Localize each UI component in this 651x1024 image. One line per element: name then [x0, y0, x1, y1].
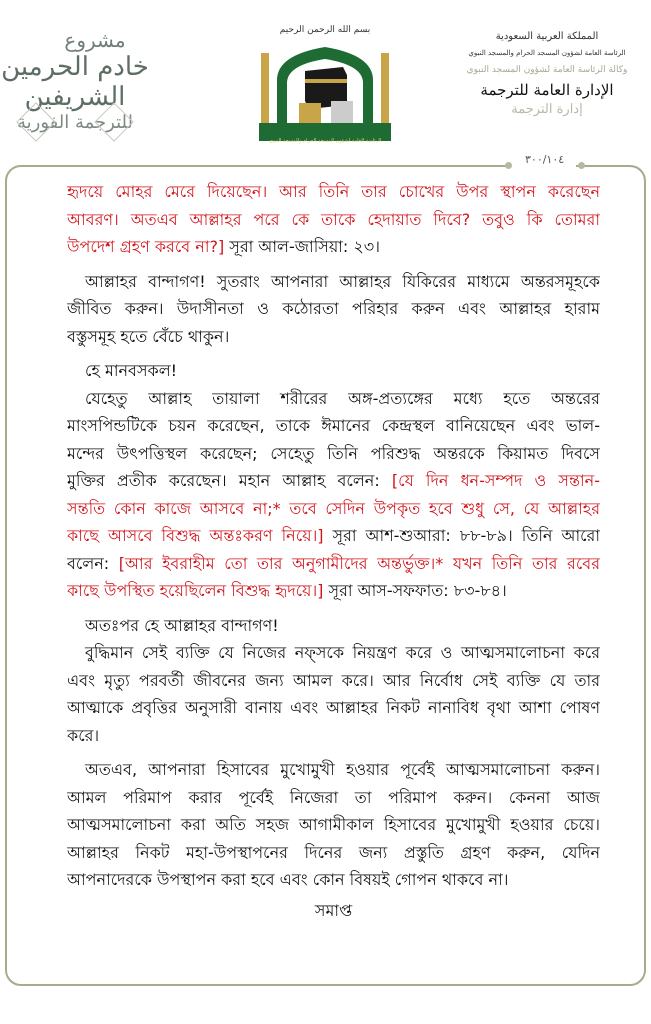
- text-line: [67, 784, 600, 812]
- body-text: বলেন:: [67, 553, 119, 573]
- text-line: [67, 412, 600, 440]
- logo-text-line: المملكة العربية السعودية: [495, 31, 599, 42]
- logo-text-line: مشروع: [64, 28, 126, 52]
- text-line: [67, 522, 600, 550]
- paragraph: [67, 612, 600, 750]
- page-number: ٣٠٠/١٠٤: [525, 153, 565, 166]
- text-line: [67, 178, 600, 206]
- body-text: মাংসপিন্ডটিকে চয়ন করেছেন, তাকে ঈমানের কেন্দ্রস্থল বানিয়েছেন এবং ভাল-: [67, 416, 600, 435]
- body-text: মুক্তির প্রতীক করেছেন। মহান আল্লাহ বলেন:: [67, 471, 392, 490]
- text-line: [67, 440, 600, 468]
- text-line: [67, 756, 600, 784]
- body-text: সূরা আল-জাসিয়া: ২৩।: [224, 237, 380, 256]
- text-line: [67, 667, 600, 695]
- body-text: মন্দের উৎপত্তিস্থল করেছেন; সেহেতু তিনি পরিশুদ্ধ অন্তরকে কিয়ামত দিবসে: [67, 443, 600, 463]
- paragraph: [67, 178, 600, 261]
- text-line: [67, 295, 600, 323]
- body-text: করে।: [67, 725, 100, 745]
- text-line: [67, 577, 600, 605]
- text-line: [67, 385, 600, 413]
- logo-text-line: خادم الحرمين الشريفين: [1, 52, 149, 112]
- body-text: অতঃপর হে আল্লাহর বান্দাগণ!: [85, 615, 279, 635]
- body-text: সূরা আস-সফফাত: ৮৩-৮৪।: [323, 581, 507, 600]
- body-text: আত্মসমালোচনা করা অতি সহজ আগামীকাল হিসাবের মুখোমুখী হওয়ার চেয়ে।: [67, 815, 600, 834]
- text-line: [67, 639, 600, 667]
- translation-department-logo: [462, 28, 632, 118]
- text-line: [67, 206, 600, 234]
- quran-quote-text: আবরণ। অতএব আল্লাহর পরে কে তাকে হেদায়াত দিবে? তবুও কি তোমরা: [67, 209, 600, 229]
- quran-quote-text: উপদেশ গ্রহণ করবে না?]: [67, 237, 225, 256]
- body-text: অতএব, আপনারা হিসাবের মুখোমুখী হওয়ার পূর্বেই আত্মসমালোচনা করুন।: [85, 760, 600, 779]
- paragraph: [67, 756, 600, 894]
- emblem-banner-text: الرئاسة العامة لشؤون المسجد الحرام والمسجد النبوي: [268, 138, 382, 144]
- body-text: আল্লাহর নিকট মহা-উপস্থাপনের দিনের জন্য প্রস্তুতি গ্রহণ করুন, যেদিন: [67, 842, 600, 862]
- text-line: [67, 866, 600, 894]
- text-line: [67, 722, 600, 750]
- text-line: [67, 612, 600, 640]
- document-body: [67, 178, 600, 924]
- quran-quote-text: কাছে আসবে বিশুদ্ধ অন্তঃকরণ নিয়ে।]: [67, 526, 324, 545]
- quran-quote-text: হৃদয়ে মোহর মেরে দিয়েছেন। আর তিনি তার চোখের উপর স্থাপন করেছেন: [67, 182, 600, 201]
- text-line: [67, 550, 600, 578]
- ornament-dot: [505, 162, 512, 169]
- body-text: সূরা আশ-শুআরা: ৮৮-৮৯। তিনি আরো: [323, 526, 600, 545]
- text-line: [67, 467, 600, 495]
- logo-text-line: للترجمة الفورية: [17, 112, 133, 133]
- text-line: [67, 323, 600, 351]
- text-line: [67, 357, 600, 385]
- logo-text-line: إدارة الترجمة: [511, 102, 583, 117]
- text-line: [67, 268, 600, 296]
- text-line: [67, 495, 600, 523]
- body-text: আমল পরিমাপ করার পূর্বেই নিজেরা তা পরিমাপ করুন। কেননা আজ: [67, 787, 600, 807]
- text-line: [67, 694, 600, 722]
- body-text: যেহেতু আল্লাহ তায়ালা শরীরের অঙ্গ-প্রত্যঙ্গের মধ্যে হতে অন্তরের: [85, 388, 600, 408]
- logo-text-line: الإدارة العامة للترجمة: [480, 81, 614, 99]
- quran-quote-text: কাছে উপস্থিত হয়েছিলেন বিশুদ্ধ হৃদয়ে।]: [67, 581, 324, 600]
- presidency-emblem: [255, 25, 395, 153]
- text-line: [67, 839, 600, 867]
- body-text: হে মানবসকল!: [85, 361, 178, 380]
- logo-text-line: وكالة الرئاسة العامة لشؤون المسجد النبوي: [466, 65, 628, 75]
- translation-project-logo: [0, 28, 150, 163]
- quran-quote-text: [আর ইবরাহীম তো তার অনুগামীদের অন্তর্ভুক্ত।* যখন তিনি তার রবের: [118, 553, 600, 573]
- text-line: [67, 233, 600, 261]
- body-text: বস্তুসমূহ হতে বেঁচে থাকুন।: [67, 326, 230, 346]
- body-text: বুদ্ধিমান সেই ব্যক্তি যে নিজের নফ্সকে নিয়ন্ত্রণ করে ও আত্মসমালোচনা করে: [85, 643, 600, 662]
- body-text: এবং মৃত্যু পরবর্তী জীবনের জন্য আমল করে। আর নির্বোধ সেই ব্যক্তি যে তার: [67, 670, 600, 690]
- body-text: আত্মাকে প্রবৃত্তির অনুসারী বানায় এবং আল্লাহর নিকট নানাবিধ বৃথা আশা পোষণ: [67, 698, 600, 717]
- quran-quote-text: সন্ততি কোন কাজে আসবে না;* তবে সেদিন উপকৃত হবে শুধু সে, যে আল্লাহর: [67, 498, 600, 518]
- body-text: আপনাদেরকে উপস্থাপন করা হবে এবং কোন বিষয়ই গোপন থাকবে না।: [67, 870, 509, 889]
- paragraph: [67, 357, 600, 605]
- kaaba-emblem-icon: [255, 35, 395, 145]
- body-text: আল্লাহর বান্দাগণ! সুতরাং আপনারা আল্লাহর যিকিরের মাধ্যমে অন্তরসমূহকে: [85, 271, 600, 291]
- ornament-dot: [578, 162, 585, 169]
- body-text: জীবিত করুন। উদাসীনতা ও কঠোরতা পরিহার করুন এবং আল্লাহর হারাম: [67, 299, 600, 318]
- logo-text-line: الرئاسة العامة لشؤون المسجد الحرام والمسجد النبوي: [468, 49, 626, 57]
- end-label: সমাপ্ত: [314, 900, 353, 920]
- basmala-text: بسم الله الرحمن الرحيم: [279, 25, 371, 35]
- text-line: [67, 811, 600, 839]
- quran-quote-text: [যে দিন ধন-সম্পদ ও সন্তান-: [391, 471, 600, 490]
- paragraph: [67, 268, 600, 351]
